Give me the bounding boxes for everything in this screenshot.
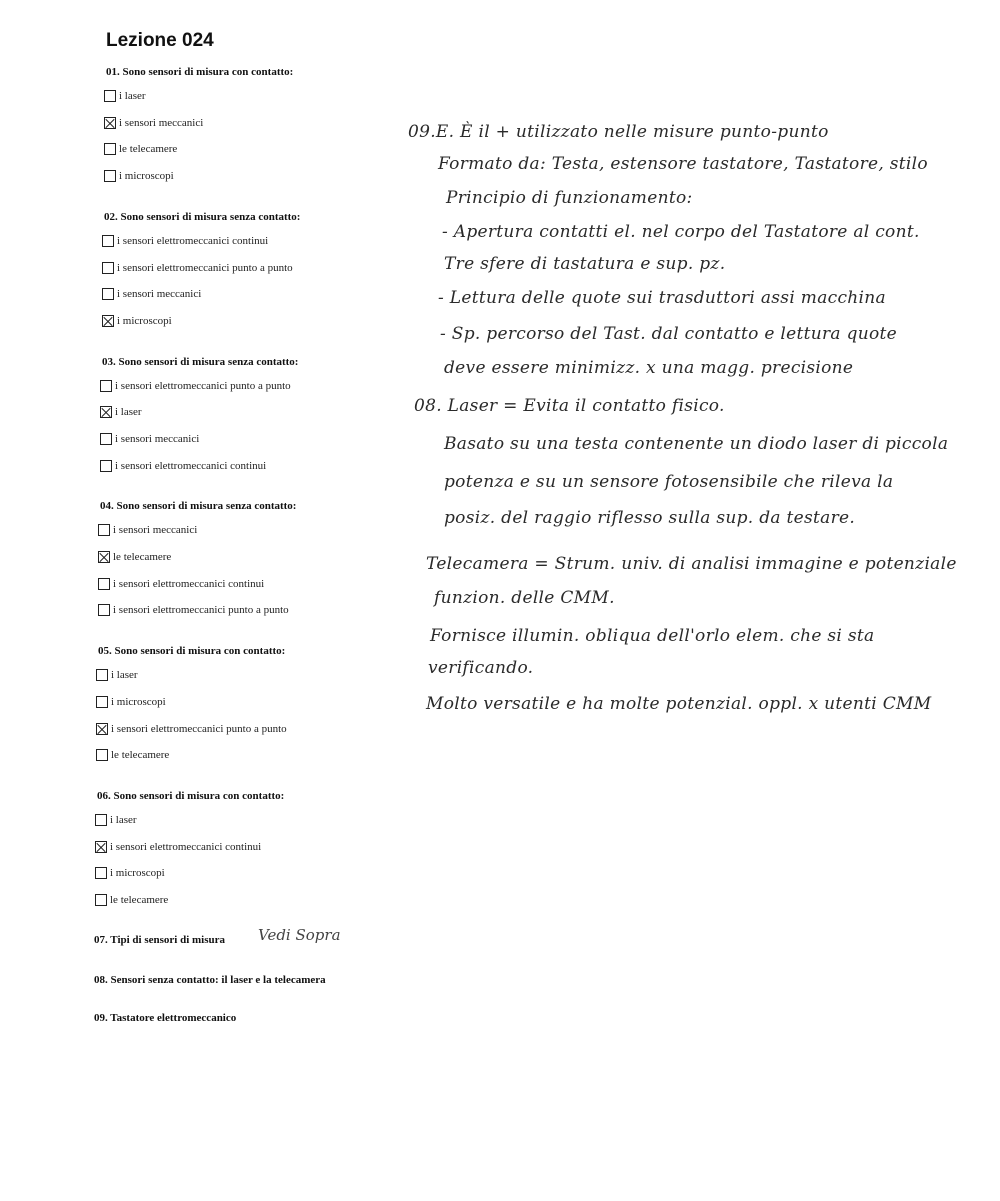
option-label: i sensori meccanici bbox=[113, 524, 198, 536]
checkbox-q05-2[interactable] bbox=[96, 696, 108, 708]
handwritten-line: Formato da: Testa, estensore tastatore, Tastatore, stilo bbox=[438, 154, 928, 174]
option-q02-1[interactable] bbox=[102, 235, 268, 247]
option-label: i laser bbox=[111, 669, 138, 681]
checkbox-q04-3[interactable] bbox=[98, 578, 110, 590]
option-q01-1[interactable] bbox=[104, 90, 146, 102]
checkbox-q02-3[interactable] bbox=[102, 288, 114, 300]
option-label: i laser bbox=[110, 814, 137, 826]
checkbox-q06-1[interactable] bbox=[95, 814, 107, 826]
checkbox-q06-4[interactable] bbox=[95, 894, 107, 906]
checkbox-q05-1[interactable] bbox=[96, 669, 108, 681]
option-q05-1[interactable] bbox=[96, 669, 138, 681]
checkbox-q03-1[interactable] bbox=[100, 380, 112, 392]
handwritten-line: Basato su una testa contenente un diodo laser di piccola bbox=[444, 434, 949, 454]
handwritten-line: potenza e su un sensore fotosensibile che rileva la bbox=[444, 472, 894, 492]
option-label: le telecamere bbox=[119, 143, 178, 155]
question-08-label: 08. Sensori senza contatto: il laser e la telecamera bbox=[94, 974, 326, 986]
handwritten-line: - Lettura delle quote sui trasduttori assi macchina bbox=[438, 288, 886, 308]
option-label: le telecamere bbox=[111, 749, 170, 761]
option-q02-3[interactable] bbox=[102, 288, 201, 300]
option-label: le telecamere bbox=[110, 894, 169, 906]
handwritten-line: Molto versatile e ha molte potenzial. oppl. x utenti CMM bbox=[426, 694, 932, 714]
option-label: i microscopi bbox=[119, 170, 174, 182]
checkbox-q05-4[interactable] bbox=[96, 749, 108, 761]
checkbox-q01-4[interactable] bbox=[104, 170, 116, 182]
page-title: Lezione 024 bbox=[106, 30, 214, 51]
option-q01-3[interactable] bbox=[104, 143, 177, 155]
option-q04-3[interactable] bbox=[98, 578, 264, 590]
option-label: i sensori meccanici bbox=[119, 117, 204, 129]
option-label: i sensori elettromeccanici continui bbox=[110, 841, 262, 853]
handwritten-line: - Apertura contatti el. nel corpo del Tastatore al cont. bbox=[442, 222, 920, 242]
option-label: le telecamere bbox=[113, 551, 172, 563]
option-label: i sensori elettromeccanici continui bbox=[113, 578, 265, 590]
question-09-label: 09. Tastatore elettromeccanico bbox=[94, 1012, 237, 1024]
option-q02-4[interactable] bbox=[102, 315, 172, 327]
option-q06-4[interactable] bbox=[95, 894, 168, 906]
option-label: i sensori meccanici bbox=[117, 288, 202, 300]
checkbox-q01-1[interactable] bbox=[104, 90, 116, 102]
option-label: i sensori elettromeccanici punto a punto bbox=[115, 380, 291, 392]
question-02-label: 02. Sono sensori di misura senza contatto: bbox=[104, 211, 301, 223]
handwritten-line: Telecamera = Strum. univ. di analisi immagine e potenziale bbox=[426, 554, 957, 574]
option-q05-3[interactable] bbox=[96, 723, 287, 735]
checkbox-q06-3[interactable] bbox=[95, 867, 107, 879]
option-label: i sensori elettromeccanici punto a punto bbox=[117, 262, 293, 274]
option-q04-2[interactable] bbox=[98, 551, 171, 563]
option-label: i microscopi bbox=[110, 867, 165, 879]
checkbox-q04-1[interactable] bbox=[98, 524, 110, 536]
option-q06-3[interactable] bbox=[95, 867, 165, 879]
option-q06-1[interactable] bbox=[95, 814, 137, 826]
option-q01-2[interactable] bbox=[104, 117, 203, 129]
question-03-label: 03. Sono sensori di misura senza contatto: bbox=[102, 356, 299, 368]
option-label: i sensori elettromeccanici continui bbox=[115, 460, 267, 472]
option-q05-2[interactable] bbox=[96, 696, 166, 708]
checkbox-q02-4[interactable] bbox=[102, 315, 114, 327]
checkbox-q02-1[interactable] bbox=[102, 235, 114, 247]
option-q04-1[interactable] bbox=[98, 524, 197, 536]
option-label: i microscopi bbox=[111, 696, 166, 708]
checkbox-q01-3[interactable] bbox=[104, 143, 116, 155]
option-label: i microscopi bbox=[117, 315, 172, 327]
question-07-label: 07. Tipi di sensori di misura bbox=[94, 934, 226, 946]
handwritten-line: - Sp. percorso del Tast. dal contatto e lettura quote bbox=[440, 324, 898, 344]
option-label: i laser bbox=[115, 406, 142, 418]
checkbox-q04-2[interactable] bbox=[98, 551, 110, 563]
option-q05-4[interactable] bbox=[96, 749, 169, 761]
question-05-label: 05. Sono sensori di misura con contatto: bbox=[98, 645, 286, 657]
option-q06-2[interactable] bbox=[95, 841, 261, 853]
option-q01-4[interactable] bbox=[104, 170, 174, 182]
checkbox-q03-4[interactable] bbox=[100, 460, 112, 472]
option-label: i sensori meccanici bbox=[115, 433, 200, 445]
checkbox-q01-2[interactable] bbox=[104, 117, 116, 129]
handwritten-line: deve essere minimizz. x una magg. precisione bbox=[444, 358, 854, 378]
handwritten-line: Principio di funzionamento: bbox=[446, 188, 693, 208]
checkbox-q02-2[interactable] bbox=[102, 262, 114, 274]
option-q04-4[interactable] bbox=[98, 604, 289, 616]
checkbox-q05-3[interactable] bbox=[96, 723, 108, 735]
handwritten-answer-07: Vedi Sopra bbox=[258, 926, 341, 944]
handwritten-line: Tre sfere di tastatura e sup. pz. bbox=[444, 254, 726, 274]
handwritten-line: 08. Laser = Evita il contatto fisico. bbox=[414, 396, 725, 416]
option-label: i laser bbox=[119, 90, 146, 102]
handwritten-line: funzion. delle CMM. bbox=[434, 588, 615, 608]
question-01-label: 01. Sono sensori di misura con contatto: bbox=[106, 66, 294, 78]
question-06-label: 06. Sono sensori di misura con contatto: bbox=[97, 790, 285, 802]
checkbox-q03-2[interactable] bbox=[100, 406, 112, 418]
checkbox-q03-3[interactable] bbox=[100, 433, 112, 445]
handwritten-line: 09.E. È il + utilizzato nelle misure punto-punto bbox=[408, 122, 829, 142]
checkbox-q06-2[interactable] bbox=[95, 841, 107, 853]
option-q02-2[interactable] bbox=[102, 262, 293, 274]
handwritten-line: verificando. bbox=[428, 658, 534, 678]
handwritten-line: posiz. del raggio riflesso sulla sup. da testare. bbox=[444, 508, 856, 528]
option-q03-2[interactable] bbox=[100, 406, 142, 418]
checkbox-q04-4[interactable] bbox=[98, 604, 110, 616]
option-label: i sensori elettromeccanici punto a punto bbox=[113, 604, 289, 616]
option-q03-1[interactable] bbox=[100, 380, 291, 392]
option-q03-4[interactable] bbox=[100, 460, 266, 472]
question-04-label: 04. Sono sensori di misura senza contatto: bbox=[100, 500, 297, 512]
option-q03-3[interactable] bbox=[100, 433, 199, 445]
handwritten-line: Fornisce illumin. obliqua dell'orlo elem. che si sta bbox=[430, 626, 875, 646]
option-label: i sensori elettromeccanici continui bbox=[117, 235, 269, 247]
option-label: i sensori elettromeccanici punto a punto bbox=[111, 723, 287, 735]
